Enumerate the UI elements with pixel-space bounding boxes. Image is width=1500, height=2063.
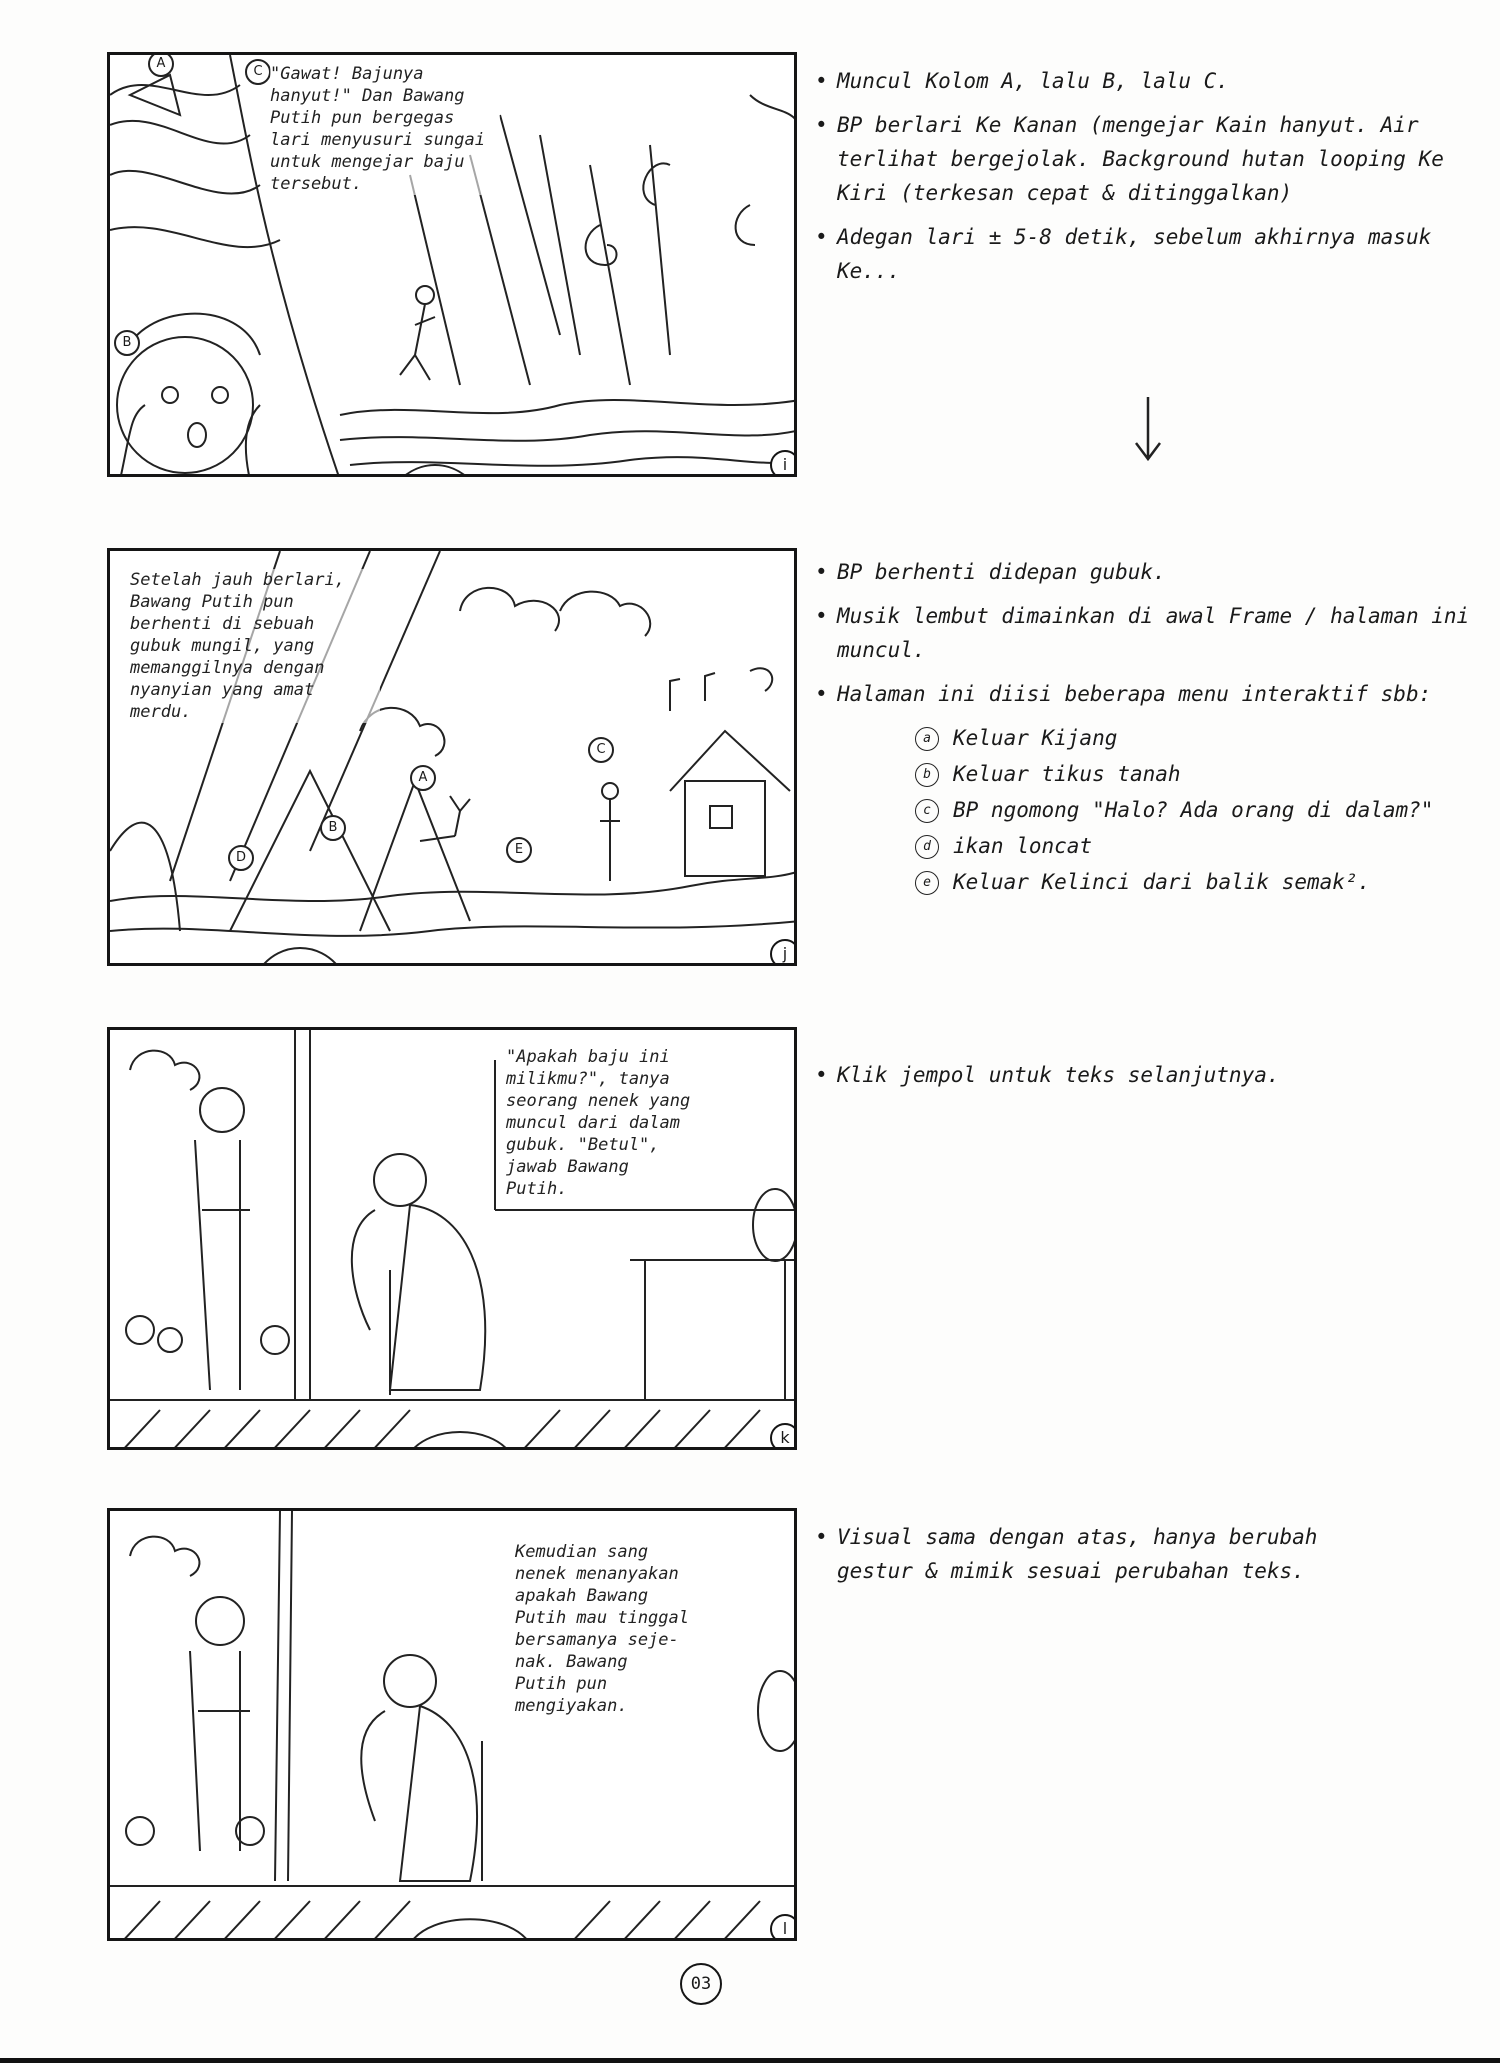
note-item: • Muncul Kolom A, lalu B, lalu C. xyxy=(815,64,1475,98)
note-item: • Klik jempol untuk teks selanjutnya. xyxy=(815,1058,1475,1092)
panel-l-narration: Kemudian sang nenek menanyakan apakah Bawang Putih mau tinggal bersamanya seje- nak. Bawang Putih pun mengiyakan. xyxy=(515,1541,745,1717)
notes-panel-k xyxy=(815,1058,1475,1102)
page-number: 03 xyxy=(680,1963,722,2005)
note-item: • BP berhenti didepan gubuk. xyxy=(815,555,1475,589)
panel-i-label: i xyxy=(770,450,797,477)
panel-k-label: k xyxy=(770,1423,797,1450)
marker-B: B xyxy=(114,330,140,356)
note-item: • Halaman ini diisi beberapa menu interaktif sbb: xyxy=(815,677,1475,711)
menu-item-c: c BP ngomong "Halo? Ada orang di dalam?" xyxy=(915,793,1475,827)
note-item: • Musik lembut dimainkan di awal Frame / halaman ini muncul. xyxy=(815,599,1475,667)
notes-panel-j xyxy=(815,555,1475,901)
scan-edge xyxy=(0,2058,1500,2063)
panel-j-label: j xyxy=(770,939,797,966)
panel-j-narration: Setelah jauh berlari, Bawang Putih pun berhenti di sebuah gubuk mungil, yang memanggilnya dengan nyanyian yang amat merdu. xyxy=(130,569,380,723)
marker-B: B xyxy=(320,815,346,841)
menu-item-a: a Keluar Kijang xyxy=(915,721,1475,755)
note-item: • BP berlari Ke Kanan (mengejar Kain hanyut. Air terlihat bergejolak. Background hutan looping Ke Kiri (terkesan cepat & ditinggalkan) xyxy=(815,108,1475,210)
storyboard-panel-j xyxy=(107,548,797,966)
interactive-menu-list xyxy=(815,721,1475,899)
marker-C: C xyxy=(245,59,271,85)
menu-item-d: d ikan loncat xyxy=(915,829,1475,863)
storyboard-panel-k xyxy=(107,1027,797,1450)
panel-i-narration: "Gawat! Bajunya hanyut!" Dan Bawang Putih pun bergegas lari menyusuri sungai untuk mengejar baju tersebut. xyxy=(270,63,500,195)
note-item: • Adegan lari ± 5-8 detik, sebelum akhirnya masuk Ke... xyxy=(815,220,1475,288)
panel-k-narration: "Apakah baju ini milikmu?", tanya seorang nenek yang muncul dari dalam gubuk. "Betul", jawab Bawang Putih. xyxy=(506,1046,736,1200)
marker-A: A xyxy=(410,765,436,791)
storyboard-panel-l xyxy=(107,1508,797,1941)
storyboard-panel-i xyxy=(107,52,797,477)
menu-item-b: b Keluar tikus tanah xyxy=(915,757,1475,791)
note-item: • Visual sama dengan atas, hanya berubah gestur & mimik sesuai perubahan teks. xyxy=(815,1520,1375,1588)
notes-panel-l xyxy=(815,1520,1375,1598)
arrow-down-icon xyxy=(1128,395,1168,465)
notes-panel-i xyxy=(815,64,1475,298)
panel-l-label: l xyxy=(770,1914,797,1941)
menu-item-e: e Keluar Kelinci dari balik semak². xyxy=(915,865,1475,899)
marker-E: E xyxy=(506,837,532,863)
marker-D: D xyxy=(228,845,254,871)
marker-A: A xyxy=(148,52,174,77)
marker-C: C xyxy=(588,737,614,763)
